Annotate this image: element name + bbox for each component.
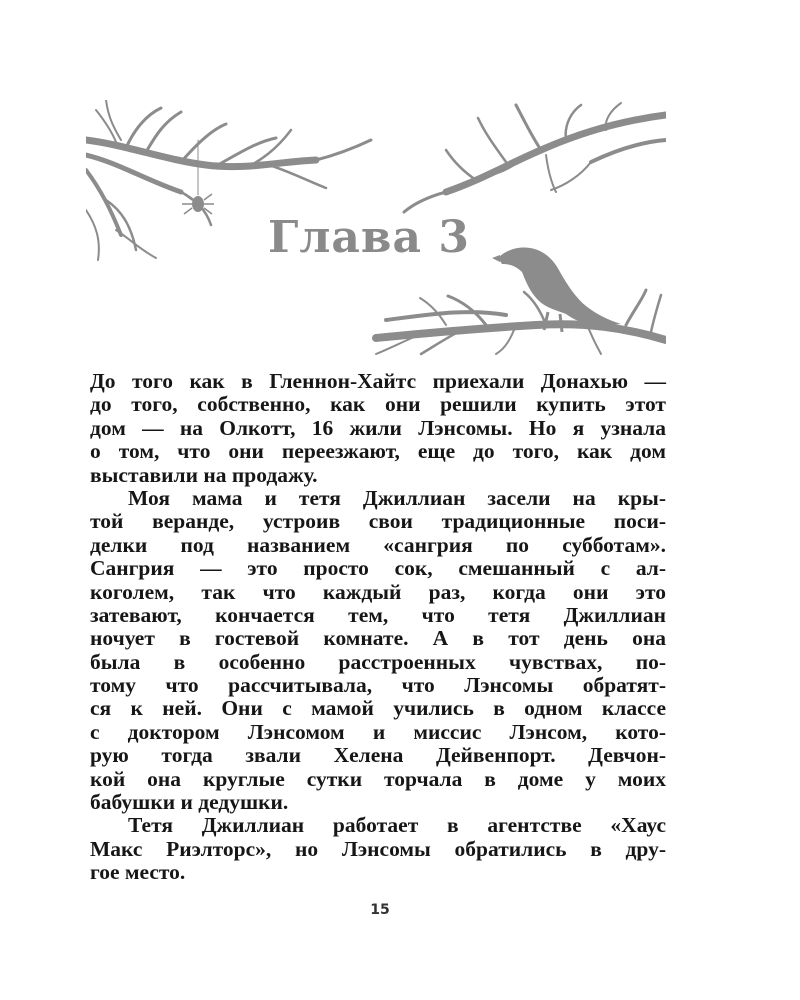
text-line: затевают, кончается тем, что тетя Джиллиан: [90, 602, 666, 627]
text-line: До того как в Гленнон-Хайтс приехали Донахью —: [90, 369, 666, 393]
text-line: Тетя Джиллиан работает в агентстве «Хаус: [128, 813, 666, 838]
text-line: ся к ней. Они с мамой учились в одном классе: [90, 696, 666, 721]
page-number: 15: [370, 902, 390, 918]
text-line: до того, собственно, как они решили купить этот: [90, 392, 666, 417]
text-line: рую тогда звали Хелена Дейвенпорт. Девчон-: [90, 743, 666, 768]
text-line: тому что рассчитывала, что Лэнсомы обратят-: [90, 673, 666, 698]
text-line: гое место.: [90, 860, 186, 885]
text-line: дом — на Олкотт, 16 жили Лэнсомы. Но я узнала: [90, 415, 666, 440]
text-line: той веранде, устроив свои традиционные поси-: [90, 509, 666, 534]
text-line: Макс Риэлторс», но Лэнсомы обратились в дру-: [90, 836, 666, 861]
text-line: Моя мама и тетя Джиллиан засели на кры-: [128, 485, 666, 510]
text-line: бабушки и дедушки.: [90, 790, 289, 815]
text-line: выставили на продажу.: [90, 462, 318, 487]
text-line: Сангрия — это просто сок, смешанный с ал-: [90, 556, 666, 581]
chapter-body: [90, 370, 666, 885]
spider-icon: [182, 194, 214, 214]
text-line: делки под названием «сангрия по субботам».: [90, 532, 666, 557]
text-line: кой она круглые сутки торчала в доме у моих: [90, 766, 666, 791]
text-line: с доктором Лэнсомом и миссис Лэнсом, кото-: [90, 719, 666, 744]
crow-icon: [492, 247, 621, 332]
text-line: коголем, так что каждый раз, когда они это: [90, 579, 666, 604]
text-line: о том, что они переезжают, еще до того, как дом: [90, 439, 666, 464]
chapter-title: Глава 3: [268, 212, 470, 263]
text-line: была в особенно расстроенных чувствах, по-: [90, 649, 666, 674]
text-line: ночует в гостевой комнате. А в тот день она: [90, 626, 666, 651]
